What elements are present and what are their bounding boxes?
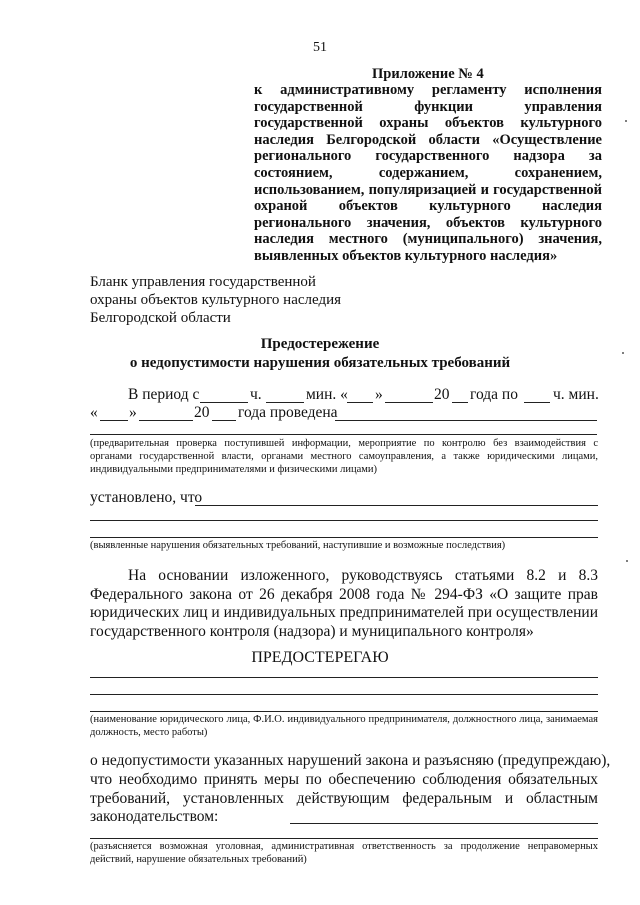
established-label: установлено, что: [90, 489, 203, 506]
event-type-field-2[interactable]: [90, 434, 597, 435]
start-minute-field[interactable]: [266, 402, 304, 403]
caption-addressee: (наименование юридического лица, Ф.И.О. индивидуального предпринимателя, должностного лица, занимаемая должность, место работы): [90, 714, 598, 738]
blank-header-line: Белгородской области: [90, 310, 231, 326]
caption-responsibility: (разъясняется возможная уголовная, административная ответственность за продолжение неправомерных действий, нарушение обязательных требований): [90, 841, 598, 865]
doc-subtitle: о недопустимости нарушения обязательных требований: [129, 355, 511, 371]
warn-heading: ПРЕДОСТЕРЕГАЮ: [251, 649, 389, 666]
page-number: 51: [313, 40, 327, 55]
scan-speck: [625, 120, 627, 122]
hour-label: ч.: [250, 386, 262, 403]
start-month-field[interactable]: [385, 402, 433, 403]
blank-header: [90, 273, 341, 327]
caption-event-type: (предварительная проверка поступившей информации, мероприятие по контролю без взаимодействия с органами государственной власти, органами местного самоуправления, а также юридическими лицами, индивидуальными предпринимателями и физическими лицами): [90, 438, 598, 475]
year-to-label: года по: [470, 386, 518, 403]
start-year-field[interactable]: [452, 402, 468, 403]
quote-open: «: [90, 404, 98, 421]
legislation-field[interactable]: [290, 823, 598, 824]
period-start-label: В период с: [128, 386, 200, 403]
year-prefix-2: 20: [194, 404, 210, 421]
legislation-field-2[interactable]: [90, 838, 598, 839]
violations-field[interactable]: [195, 505, 598, 506]
addressee-field-3[interactable]: [90, 711, 598, 712]
end-year-field[interactable]: [212, 420, 236, 421]
blank-header-line: охраны объектов культурного наследия: [90, 292, 342, 308]
appendix-text: к административному регламенту исполнения государственной функции управления государственной охраны объектов культурного наследия Белгородской области «Осуществление регионального государственного надзора за состоянием, содержанием, сохранением, использованием, популяризацией и государственной охраной объектов культурного наследия регионального значения, объектов культурного наследия местного (муниципального) значения, выявленных объектов культурного наследия»: [254, 82, 602, 264]
quote-close-2: »: [129, 404, 137, 421]
caption-violations: (выявленные нарушения обязательных требований, наступившие и возможные последствия): [90, 540, 506, 551]
hour-minute-label: ч. мин.: [553, 386, 599, 403]
end-hour-field[interactable]: [524, 402, 550, 403]
violations-field-3[interactable]: [90, 537, 598, 538]
conclusion-line1: о недопустимости указанных нарушений закона и разъясняю (предупреждаю),: [90, 752, 611, 769]
conducted-label: года проведена: [238, 404, 338, 421]
addressee-field[interactable]: [90, 677, 598, 678]
event-type-field[interactable]: [335, 420, 597, 421]
minute-label: мин. «: [306, 386, 348, 403]
basis-paragraph: На основании изложенного, руководствуясь статьями 8.2 и 8.3 Федерального закона от 26 декабря 2008 года № 294-ФЗ «О защите прав юридических лиц и индивидуальных предпринимателей при осуществлении государственного контроля (надзора) и муниципального контроля»: [90, 567, 598, 640]
scan-speck: [622, 352, 624, 354]
quote-close: »: [375, 386, 383, 403]
addressee-field-2[interactable]: [90, 694, 598, 695]
end-month-field[interactable]: [139, 420, 193, 421]
violations-field-2[interactable]: [90, 520, 598, 521]
start-hour-field[interactable]: [200, 402, 248, 403]
end-day-field[interactable]: [100, 420, 128, 421]
blank-header-line: Бланк управления государственной: [90, 274, 316, 290]
year-prefix: 20: [434, 386, 450, 403]
appendix-title: Приложение № 4: [372, 66, 484, 82]
doc-title: Предостережение: [260, 336, 380, 352]
conclusion-text: что необходимо принять меры по обеспечению соблюдения обязательных требований, установленных действующим федеральным и областным законодательством:: [90, 771, 598, 825]
scan-speck: [626, 560, 628, 562]
start-day-field[interactable]: [347, 402, 373, 403]
